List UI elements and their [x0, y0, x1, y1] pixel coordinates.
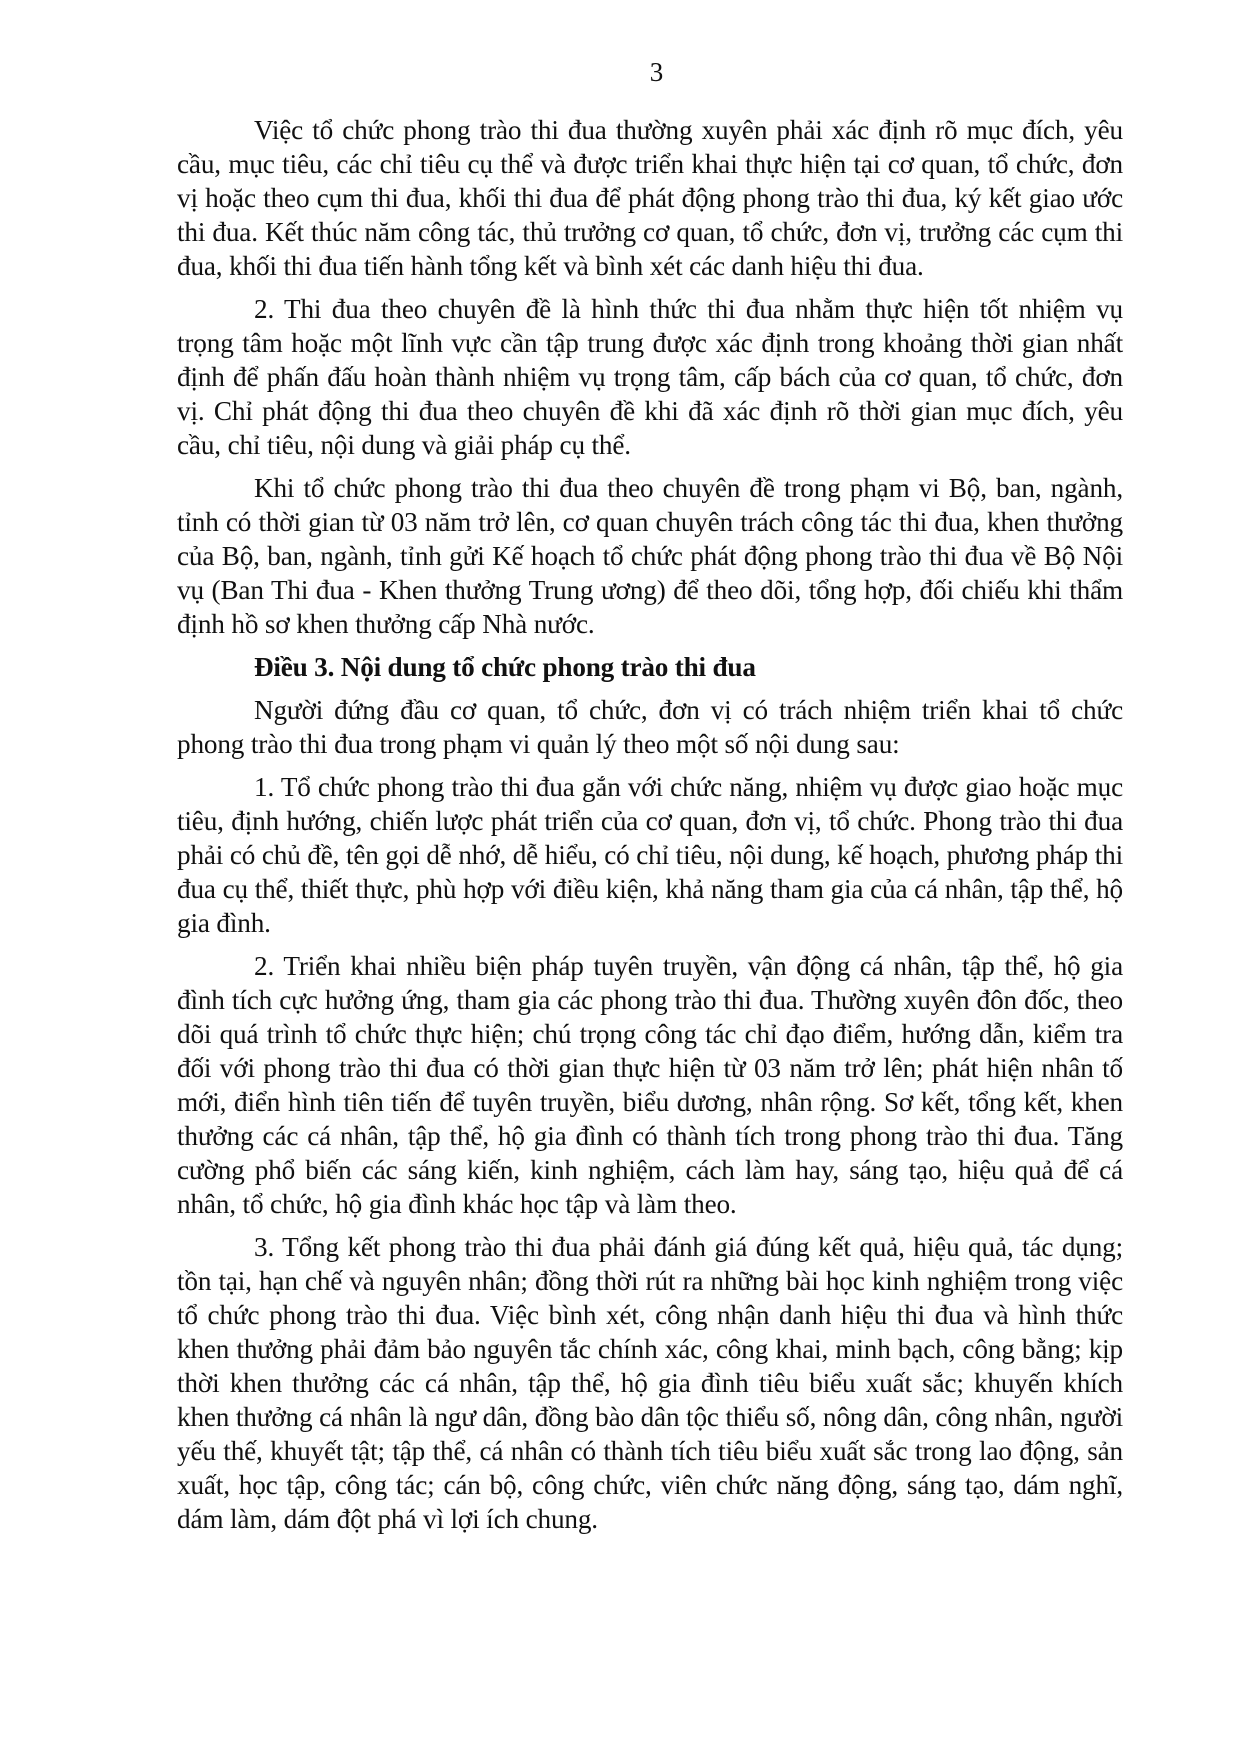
paragraph-competition-organization: Việc tổ chức phong trào thi đua thường xuyên phải xác định rõ mục đích, yêu cầu, mục tiêu, các chỉ tiêu cụ thể và được triển khai thực hiện tại cơ quan, tổ chức, đơn vị hoặc theo cụm thi đua, khối thi đua để phát động phong trào thi đua, ký kết giao ước thi đua. Kết thúc năm công tác, thủ trưởng cơ quan, tổ chức, đơn vị, trưởng các cụm thi đua, khối thi đua tiến hành tổng kết và bình xét các danh hiệu thi đua. [177, 115, 1123, 281]
page-number: 3 [649, 57, 664, 87]
paragraph-thematic-competition: 2. Thi đua theo chuyên đề là hình thức thi đua nhằm thực hiện tốt nhiệm vụ trọng tâm hoặc một lĩnh vực cần tập trung được xác định trong khoảng thời gian nhất định để phấn đấu hoàn thành nhiệm vụ trọng tâm, cấp bách của cơ quan, tổ chức, đơn vị. Chỉ phát động thi đua theo chuyên đề khi đã xác định rõ thời gian mục đích, yêu cầu, chỉ tiêu, nội dung và giải pháp cụ thể. [177, 294, 1123, 460]
paragraph-article-3-item-3: 3. Tổng kết phong trào thi đua phải đánh giá đúng kết quả, hiệu quả, tác dụng; tồn tại, hạn chế và nguyên nhân; đồng thời rút ra những bài học kinh nghiệm trong việc tổ chức phong trào thi đua. Việc bình xét, công nhận danh hiệu thi đua và hình thức khen thưởng phải đảm bảo nguyên tắc chính xác, công khai, minh bạch, công bằng; kịp thời khen thưởng các cá nhân, tập thể, hộ gia đình tiêu biểu xuất sắc; khuyến khích khen thưởng cá nhân là ngư dân, đồng bào dân tộc thiểu số, nông dân, công nhân, người yếu thế, khuyết tật; tập thể, cá nhân có thành tích tiêu biểu xuất sắc trong lao động, sản xuất, học tập, công tác; cán bộ, công chức, viên chức năng động, sáng tạo, dám nghĩ, dám làm, dám đột phá vì lợi ích chung. [177, 1232, 1123, 1534]
paragraph-article-3-item-1: 1. Tổ chức phong trào thi đua gắn với chức năng, nhiệm vụ được giao hoặc mục tiêu, định hướng, chiến lược phát triển của cơ quan, đơn vị, tổ chức. Phong trào thi đua phải có chủ đề, tên gọi dễ nhớ, dễ hiểu, có chỉ tiêu, nội dung, kế hoạch, phương pháp thi đua cụ thể, thiết thực, phù hợp với điều kiện, khả năng tham gia của cá nhân, tập thể, hộ gia đình. [177, 772, 1123, 938]
paragraph-article-3-intro: Người đứng đầu cơ quan, tổ chức, đơn vị có trách nhiệm triển khai tổ chức phong trào thi đua trong phạm vi quản lý theo một số nội dung sau: [177, 695, 1123, 759]
document-body [177, 113, 1123, 1545]
paragraph-thematic-competition-reporting: Khi tổ chức phong trào thi đua theo chuyên đề trong phạm vi Bộ, ban, ngành, tỉnh có thời gian từ 03 năm trở lên, cơ quan chuyên trách công tác thi đua, khen thưởng của Bộ, ban, ngành, tỉnh gửi Kế hoạch tổ chức phát động phong trào thi đua về Bộ Nội vụ (Ban Thi đua - Khen thưởng Trung ương) để theo dõi, tổng hợp, đối chiếu khi thẩm định hồ sơ khen thưởng cấp Nhà nước. [177, 473, 1123, 639]
article-3-heading: Điều 3. Nội dung tổ chức phong trào thi đua [254, 652, 756, 682]
paragraph-article-3-item-2: 2. Triển khai nhiều biện pháp tuyên truyền, vận động cá nhân, tập thể, hộ gia đình tích cực hưởng ứng, tham gia các phong trào thi đua. Thường xuyên đôn đốc, theo dõi quá trình tổ chức thực hiện; chú trọng công tác chỉ đạo điểm, hướng dẫn, kiểm tra đối với phong trào thi đua có thời gian thực hiện từ 03 năm trở lên; phát hiện nhân tố mới, điển hình tiên tiến để tuyên truyền, biểu dương, nhân rộng. Sơ kết, tổng kết, khen thưởng các cá nhân, tập thể, hộ gia đình có thành tích trong phong trào thi đua. Tăng cường phổ biến các sáng kiến, kinh nghiệm, cách làm hay, sáng tạo, hiệu quả để cá nhân, tổ chức, hộ gia đình khác học tập và làm theo. [177, 951, 1123, 1219]
